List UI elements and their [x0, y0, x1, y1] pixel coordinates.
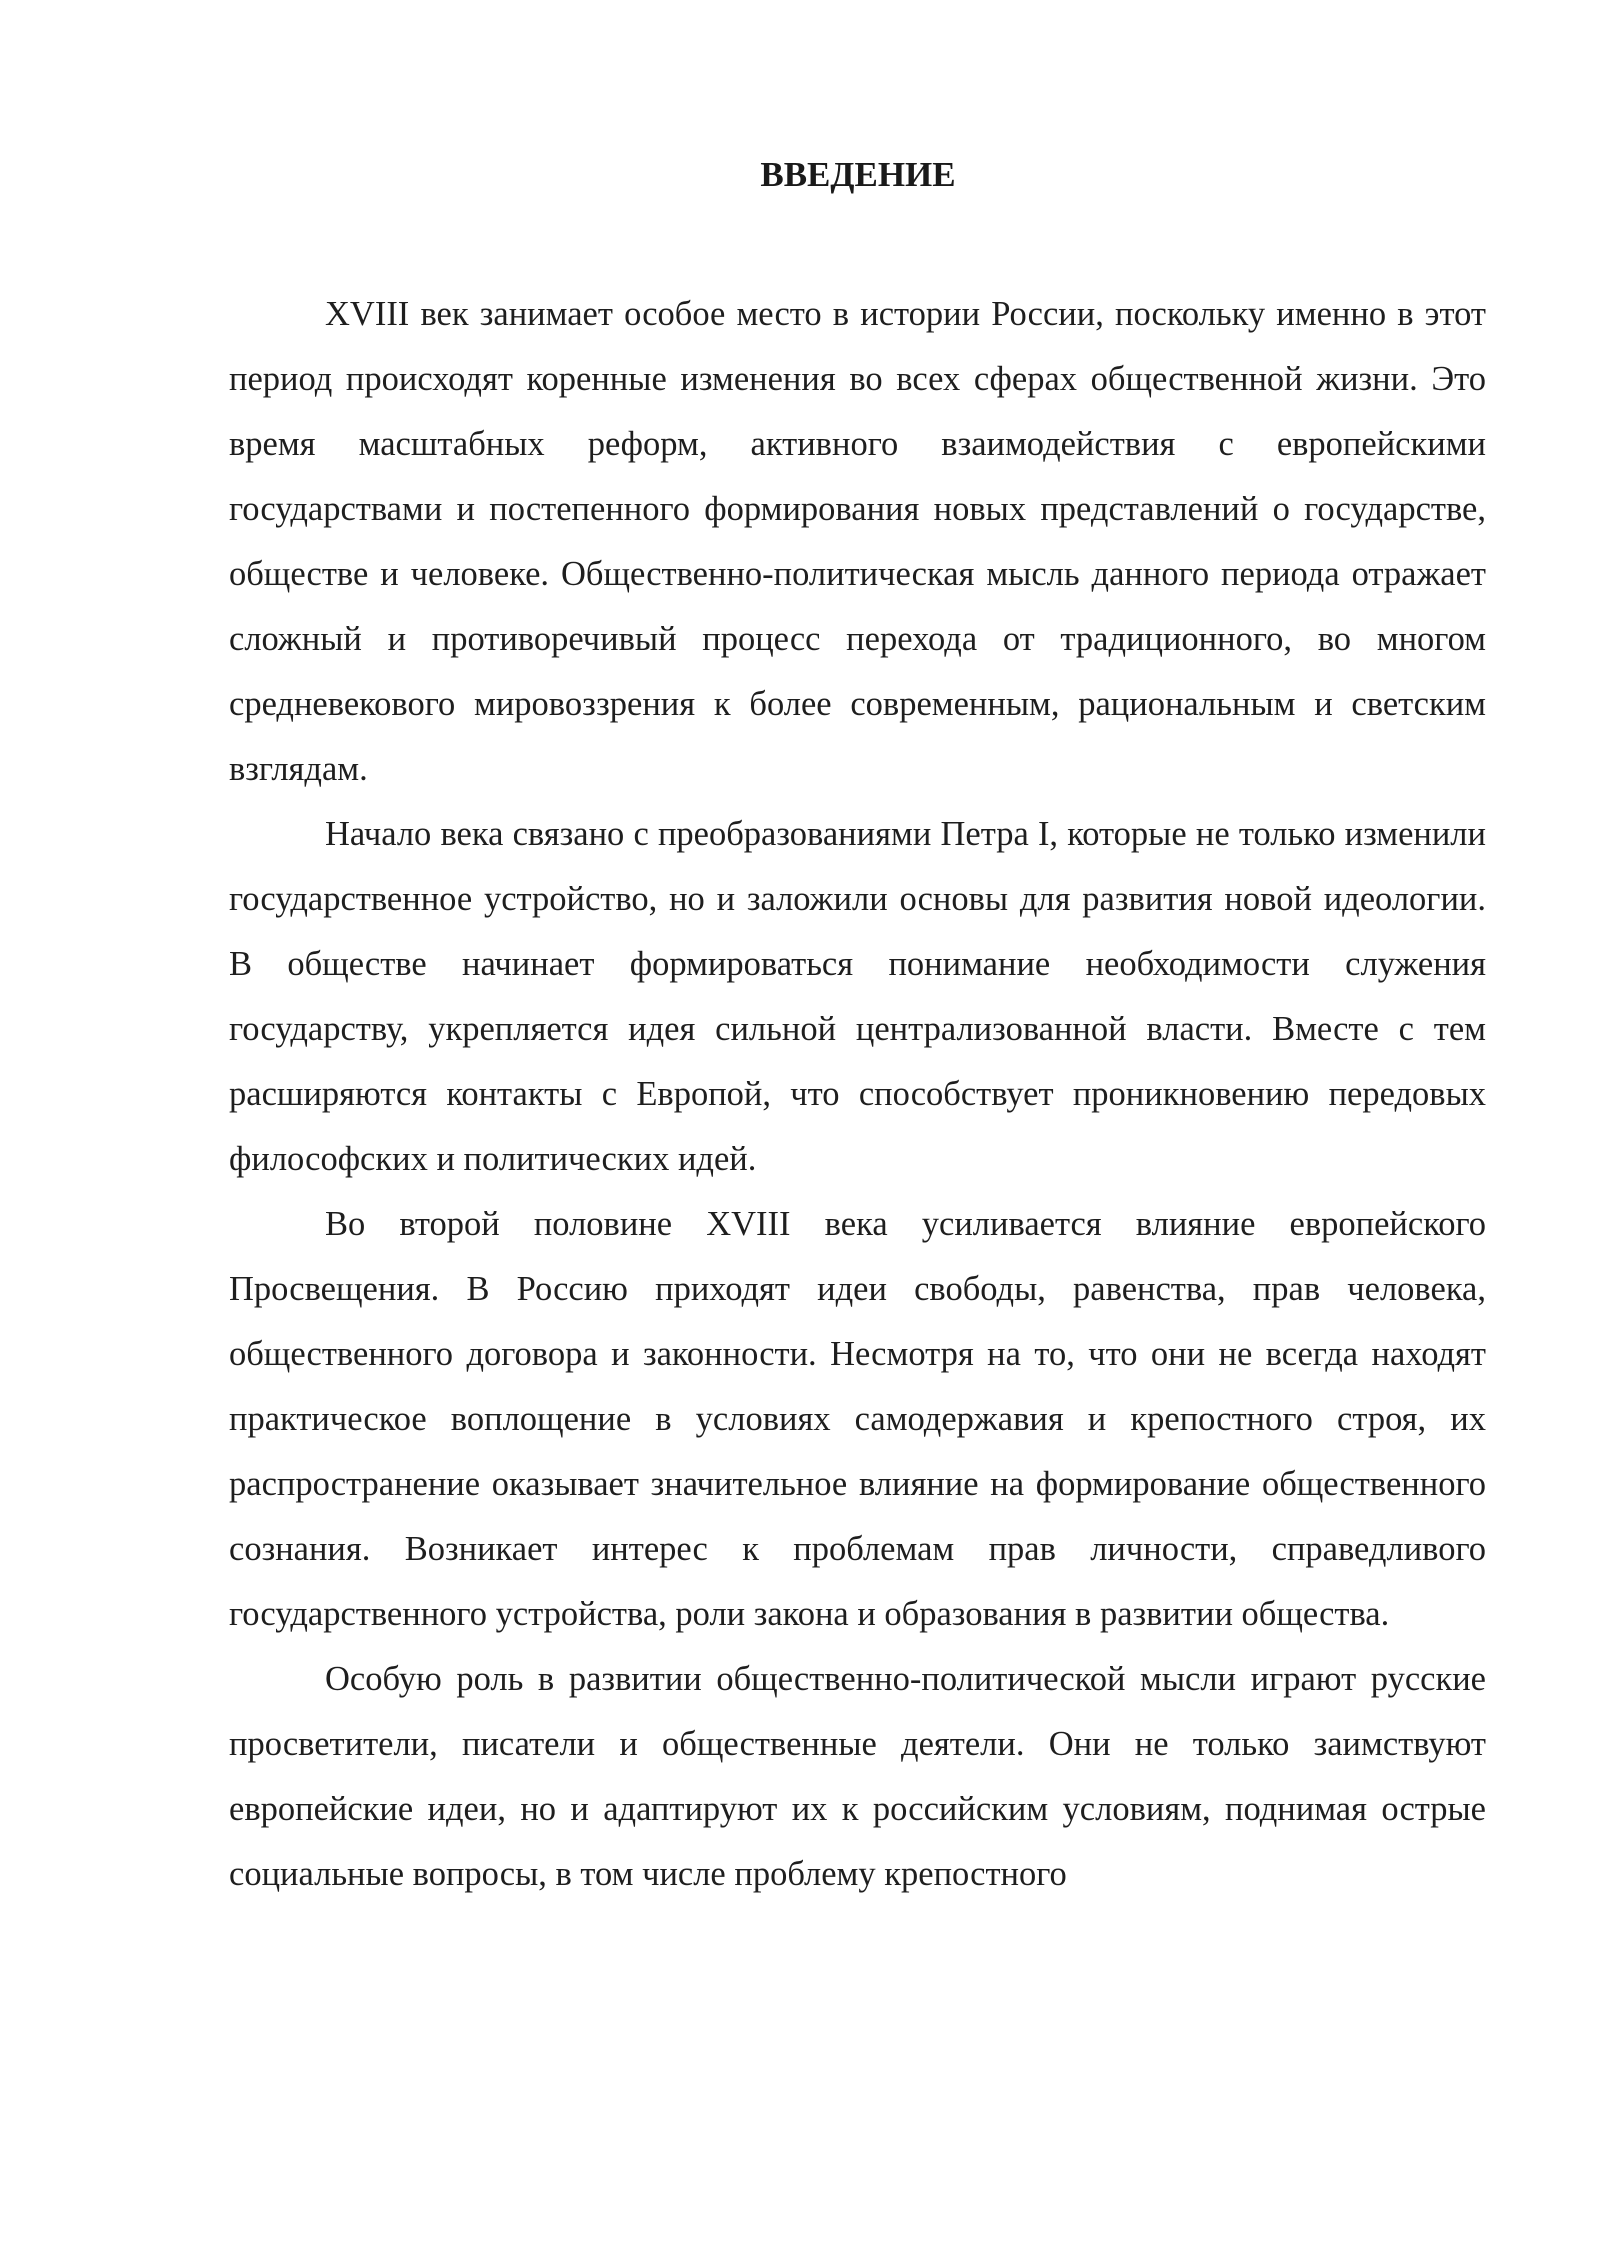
paragraph-2: Начало века связано с преобразованиями Петра I, которые не только изменили государственное устройство, но и заложили основы для развития новой идеологии. В обществе начинает формироваться понимание необходимости служения государству, укрепляется идея сильной централизованной власти. Вместе с тем расширяются контакты с Европой, что способствует проникновению передовых философских и политических идей. — [229, 815, 1486, 1178]
body-text — [229, 282, 1486, 1907]
paragraph-1: XVIII век занимает особое место в истории России, поскольку именно в этот период происходят коренные изменения во всех сферах общественной жизни. Это время масштабных реформ, активного взаимодействия с европейскими государствами и постепенного формирования новых представлений о государстве, обществе и человеке. Общественно-политическая мысль данного периода отражает сложный и противоречивый процесс перехода от традиционного, во многом средневекового мировоззрения к более современным, рациональным и светским взглядам. — [229, 295, 1486, 788]
paragraph-3: Во второй половине XVIII века усиливается влияние европейского Просвещения. В Россию приходят идеи свободы, равенства, прав человека, общественного договора и законности. Несмотря на то, что они не всегда находят практическое воплощение в условиях самодержавия и крепостного строя, их распространение оказывает значительное влияние на формирование общественного сознания. Возникает интерес к проблемам прав личности, справедливого государственного устройства, роли закона и образования в развитии общества. — [229, 1205, 1486, 1633]
page-title: ВВЕДЕНИЕ — [760, 155, 956, 194]
paragraph-4: Особую роль в развитии общественно-политической мысли играют русские просветители, писатели и общественные деятели. Они не только заимствуют европейские идеи, но и адаптируют их к российским условиям, поднимая острые социальные вопросы, в том числе проблему крепостного — [229, 1660, 1486, 1893]
